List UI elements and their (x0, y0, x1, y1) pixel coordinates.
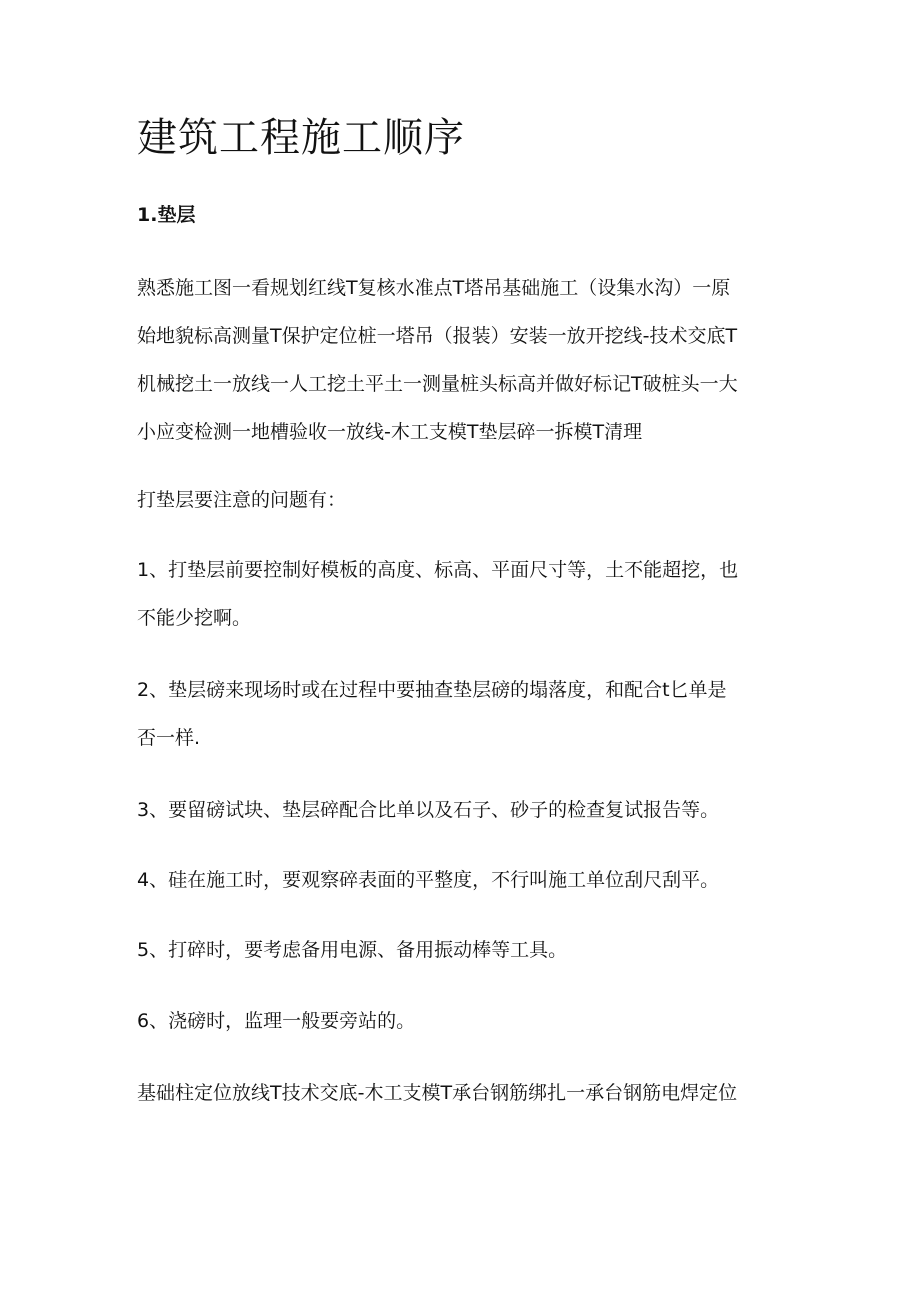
procedure-line: 熟悉施工图一看规划红线T复核水准点T塔吊基础施工（设集水沟）一原 (137, 277, 731, 299)
note-line: 不能少挖啊。 (137, 607, 252, 629)
note-line: 2、垫层磅来现场时或在过程中要抽查垫层磅的塌落度，和配合t匕单是 (137, 679, 727, 701)
note-item-5: 5、打碎时，要考虑备用电源、备用振动棒等工具。 (137, 939, 568, 961)
procedure-line: 始地貌标高测量T保护定位桩一塔吊（报装）安装一放开挖线-技术交底T (137, 325, 738, 347)
document-title: 建筑工程施工顺序 (137, 115, 465, 161)
note-line: 1、打垫层前要控制好模板的高度、标高、平面尺寸等，土不能超挖，也 (137, 559, 739, 581)
procedure-line: 小应变检测一地槽验收一放线-木工支模T垫层碎一拆模T清理 (137, 421, 643, 443)
procedure-paragraph (137, 264, 797, 456)
note-item-2 (137, 666, 797, 762)
foundation-procedure-line: 基础柱定位放线T技术交底-木工支模T承台钢筋绑扎一承台钢筋电焊定位 (137, 1082, 738, 1104)
attention-intro: 打垫层要注意的问题有： (137, 489, 347, 511)
note-line: 否一样. (137, 727, 201, 749)
section-heading-cushion-layer: 1.垫层 (137, 204, 196, 226)
note-item-1 (137, 546, 797, 642)
note-item-6: 6、浇磅时，监理一般要旁站的。 (137, 1010, 416, 1032)
note-item-3: 3、要留磅试块、垫层碎配合比单以及石子、砂子的检查复试报告等。 (137, 799, 720, 821)
note-item-4: 4、硅在施工时，要观察碎表面的平整度，不行叫施工单位刮尺刮平。 (137, 869, 720, 891)
procedure-line: 机械挖土一放线一人工挖土平土一测量桩头标高并做好标记T破桩头一大 (137, 373, 738, 395)
